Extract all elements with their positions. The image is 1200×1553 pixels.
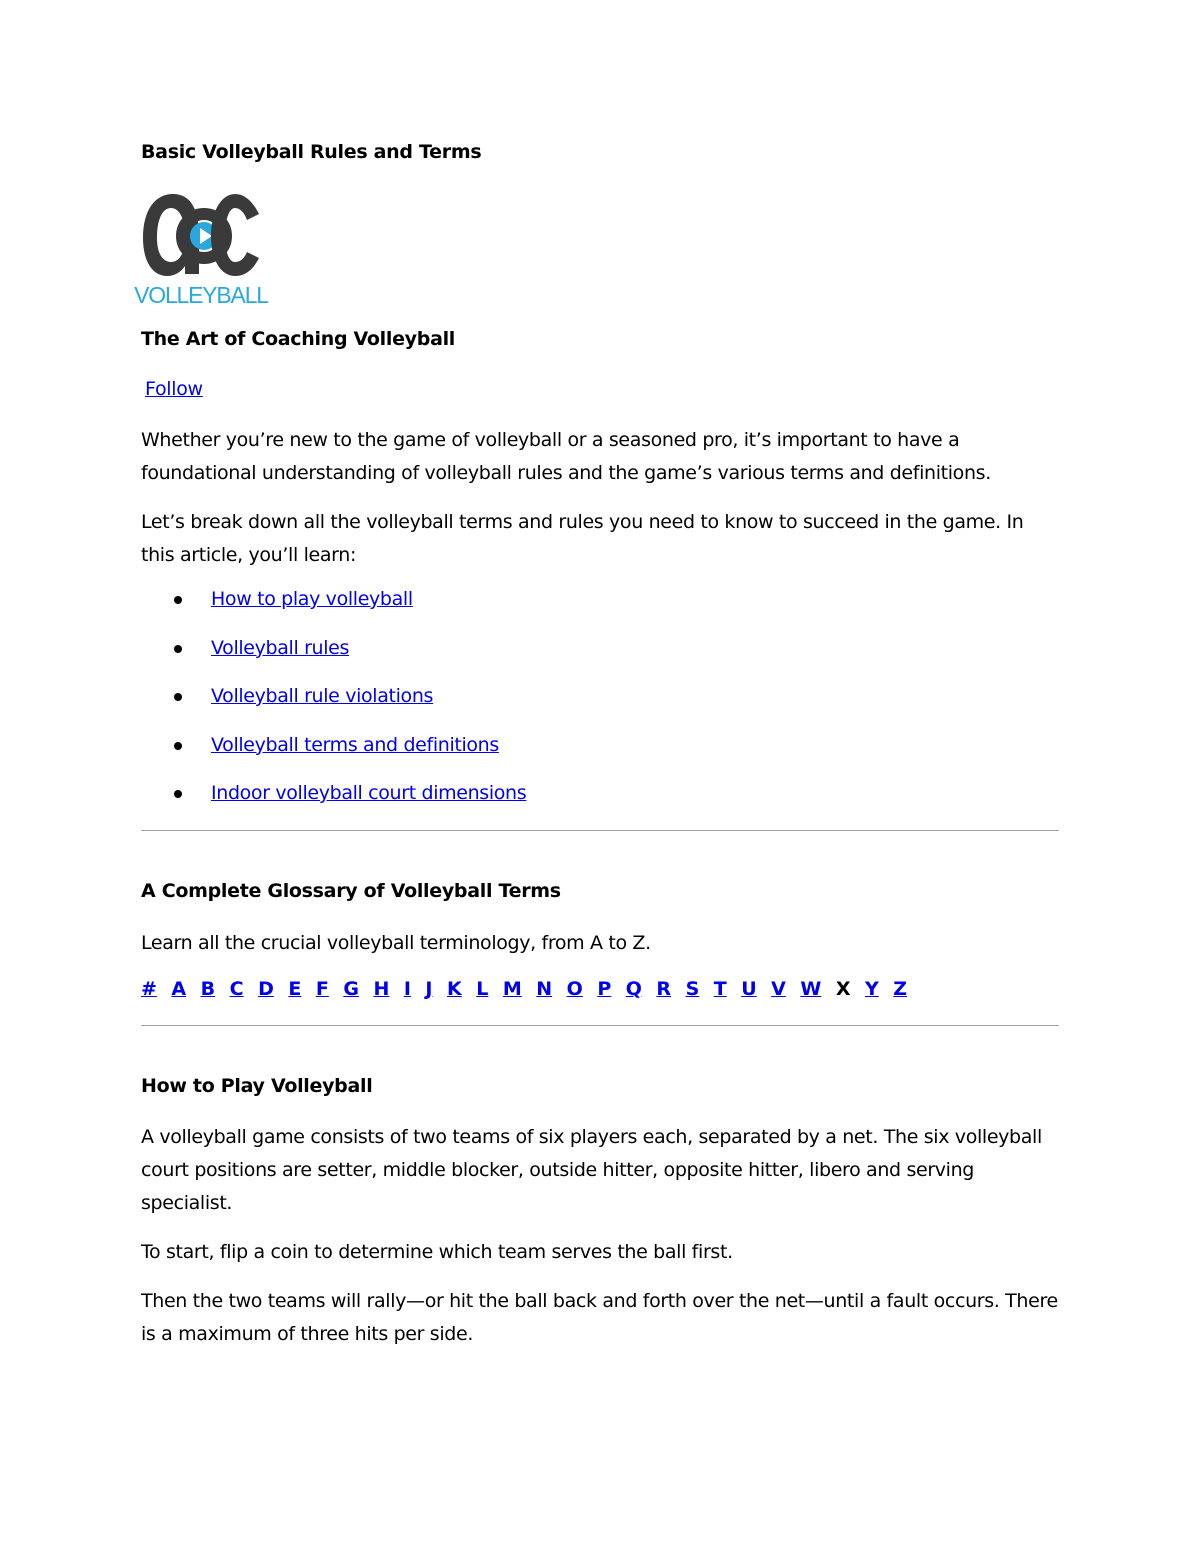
- aoc-volleyball-logo: [134, 190, 268, 308]
- alphabet-letter-z[interactable]: Z: [893, 978, 908, 1000]
- alphabet-letter-c[interactable]: C: [229, 978, 244, 1000]
- howto-paragraph-1: A volleyball game consists of two teams of six players each, separated by a net. The six volleyball court positions are setter, middle blocker, outside hitter, opposite hitter, libero and serving specialist.: [141, 1126, 1042, 1214]
- list-item: [141, 782, 1059, 831]
- alphabet-letter-f[interactable]: F: [315, 978, 329, 1000]
- howto-paragraph-2: To start, flip a coin to determine which team serves the ball first.: [141, 1241, 733, 1263]
- alphabet-letter-a[interactable]: A: [171, 978, 187, 1000]
- bullet-icon: [174, 742, 182, 750]
- alphabet-letter-y[interactable]: Y: [865, 978, 879, 1000]
- toc-link-violations[interactable]: Volleyball rule violations: [211, 685, 434, 707]
- bullet-icon: [174, 693, 182, 701]
- alphabet-letter-h[interactable]: H: [373, 978, 390, 1000]
- list-item: [141, 637, 1059, 686]
- alphabet-letter-l[interactable]: L: [476, 978, 489, 1000]
- alphabet-letter-d[interactable]: D: [258, 978, 274, 1000]
- alphabet-letter-s[interactable]: S: [685, 978, 700, 1000]
- bullet-icon: [174, 790, 182, 798]
- howto-paragraph-3: Then the two teams will rally—or hit the ball back and forth over the net—until a fault occurs. There is a maximum of three hits per side.: [141, 1290, 1058, 1345]
- document-title: Basic Volleyball Rules and Terms: [141, 141, 482, 163]
- alphabet-letter-b[interactable]: B: [200, 978, 216, 1000]
- alphabet-letter-v[interactable]: V: [771, 978, 786, 1000]
- alphabet-letter-x: X: [835, 978, 851, 1000]
- alphabet-letter-u[interactable]: U: [741, 978, 757, 1000]
- follow-link[interactable]: Follow: [145, 378, 203, 400]
- howto-heading: How to Play Volleyball: [141, 1075, 373, 1097]
- intro-paragraph-2: Let’s break down all the volleyball terms and rules you need to know to succeed in the game. In this article, you’ll learn:: [141, 511, 1024, 566]
- alphabet-letter-i[interactable]: I: [403, 978, 411, 1000]
- alphabet-letter-j[interactable]: J: [425, 978, 433, 1000]
- list-item: [141, 588, 1059, 637]
- alphabet-letter-r[interactable]: R: [656, 978, 672, 1000]
- alphabet-letter-w[interactable]: W: [800, 978, 822, 1000]
- bullet-icon: [174, 645, 182, 653]
- toc-link-court-dimensions[interactable]: Indoor volleyball court dimensions: [211, 782, 527, 804]
- list-item: [141, 685, 1059, 734]
- alphabet-letter-n[interactable]: N: [536, 978, 553, 1000]
- alphabet-index: [141, 978, 922, 1000]
- logo-text: VOLLEYBALL: [134, 282, 268, 308]
- alphabet-letter-e[interactable]: E: [288, 978, 302, 1000]
- alphabet-letter-o[interactable]: O: [566, 978, 583, 1000]
- toc-link-terms[interactable]: Volleyball terms and definitions: [211, 733, 499, 756]
- alphabet-letter-p[interactable]: P: [597, 978, 612, 1000]
- list-item: [141, 734, 1059, 783]
- logo-graphic: [134, 190, 268, 308]
- alphabet-letter-hash[interactable]: #: [141, 978, 157, 1000]
- alphabet-letter-g[interactable]: G: [343, 978, 359, 1000]
- glossary-heading: A Complete Glossary of Volleyball Terms: [141, 880, 561, 902]
- table-of-contents: [141, 588, 1059, 831]
- alphabet-letter-m[interactable]: M: [502, 978, 522, 1000]
- alphabet-letter-t[interactable]: T: [713, 978, 727, 1000]
- intro-paragraph-1: Whether you’re new to the game of volleyball or a seasoned pro, it’s important to have a foundational understanding of volleyball rules and the game’s various terms and definitions.: [141, 429, 991, 484]
- toc-link-how-to-play[interactable]: How to play volleyball: [211, 588, 413, 610]
- publisher-name: The Art of Coaching Volleyball: [141, 328, 456, 350]
- horizontal-divider: [141, 1025, 1059, 1026]
- horizontal-divider: [141, 830, 1059, 831]
- bullet-icon: [174, 596, 182, 604]
- alphabet-letter-q[interactable]: Q: [625, 978, 642, 1000]
- glossary-intro: Learn all the crucial volleyball terminology, from A to Z.: [141, 932, 651, 954]
- alphabet-letter-k[interactable]: K: [447, 978, 462, 1000]
- toc-link-rules[interactable]: Volleyball rules: [211, 636, 350, 659]
